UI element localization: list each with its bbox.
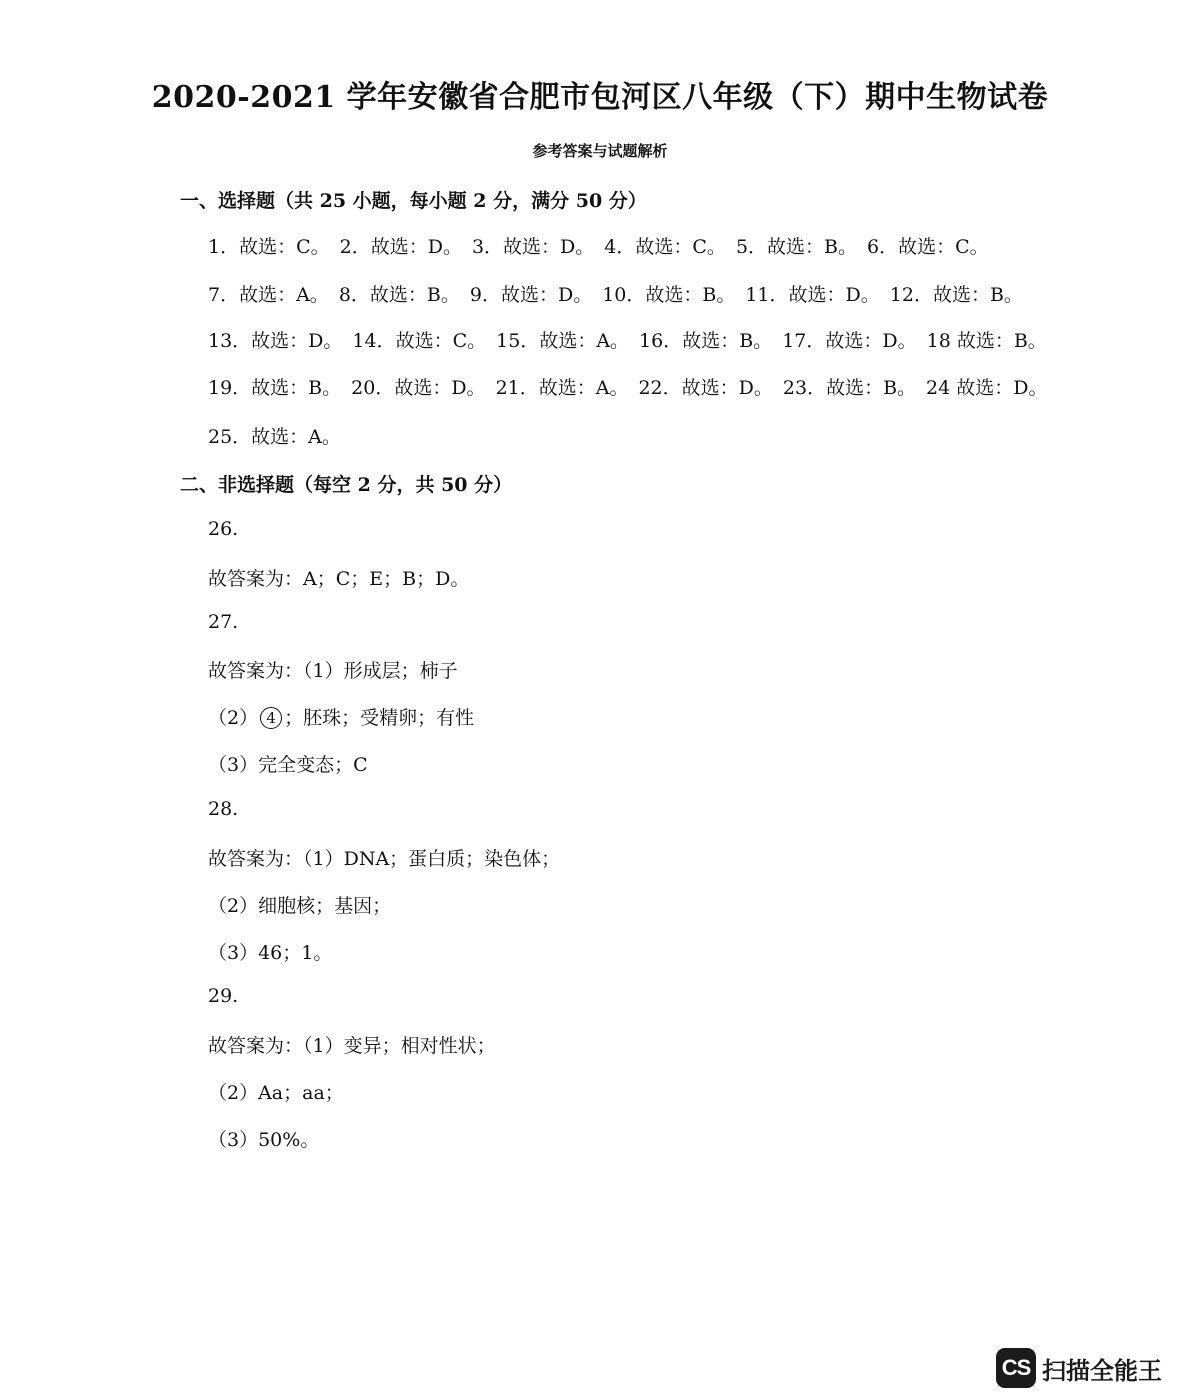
mc-answer-line-4 bbox=[208, 373, 1057, 400]
mc-answer-line-2 bbox=[208, 280, 1033, 307]
page-title: 2020-2021 学年安徽省合肥市包河区八年级（下）期中生物试卷 bbox=[151, 80, 1049, 115]
question-27-answer-3: （3）完全变态；C bbox=[208, 754, 368, 776]
mc-answer: 8．故选：B。 bbox=[338, 284, 460, 306]
camscanner-logo-icon: CS bbox=[996, 1348, 1036, 1388]
section-1-heading: 一、选择题（共 25 小题，每小题 2 分，满分 50 分） bbox=[180, 190, 647, 212]
mc-answer: 16．故选：B。 bbox=[639, 330, 773, 352]
mc-answer: 21．故选：A。 bbox=[495, 377, 629, 399]
camscanner-text: 扫描全能王 bbox=[1042, 1356, 1162, 1385]
mc-answer: 6．故选：C。 bbox=[867, 236, 989, 258]
mc-answer: 20．故选：D。 bbox=[351, 377, 486, 399]
mc-answer-line-1 bbox=[208, 232, 999, 259]
question-29-answer-3: （3）50%。 bbox=[208, 1129, 320, 1151]
mc-answer: 12．故选：B。 bbox=[889, 284, 1023, 306]
mc-answer: 2．故选：D。 bbox=[339, 236, 462, 258]
section-2-heading: 二、非选择题（每空 2 分，共 50 分） bbox=[180, 474, 513, 496]
question-29-number: 29. bbox=[208, 985, 239, 1007]
mc-answer: 24 故选：D。 bbox=[926, 377, 1048, 399]
answer-prefix: （2） bbox=[208, 707, 259, 729]
question-28-answer-1: 故答案为：（1）DNA；蛋白质；染色体； bbox=[208, 848, 561, 870]
question-28-answer-3: （3）46；1。 bbox=[208, 942, 333, 964]
question-26-number: 26. bbox=[208, 518, 239, 540]
mc-answer: 17．故选：D。 bbox=[782, 330, 917, 352]
mc-answer: 25．故选：A。 bbox=[208, 426, 341, 448]
question-27-answer-2 bbox=[208, 703, 474, 730]
mc-answer: 11．故选：D。 bbox=[745, 284, 880, 306]
question-26-answer: 故答案为：A；C；E；B；D。 bbox=[208, 568, 470, 590]
mc-answer-line-3 bbox=[208, 326, 1057, 353]
mc-answer: 3．故选：D。 bbox=[471, 236, 595, 258]
mc-answer: 14．故选：C。 bbox=[352, 330, 487, 352]
question-29-answer-2: （2）Aa；aa； bbox=[208, 1082, 344, 1104]
mc-answer: 22．故选：D。 bbox=[638, 377, 773, 399]
mc-answer: 18 故选：B。 bbox=[926, 330, 1047, 352]
circled-number: 4 bbox=[260, 707, 282, 729]
mc-answer: 9．故选：D。 bbox=[469, 284, 593, 306]
mc-answer-line-5 bbox=[208, 422, 351, 449]
question-27-answer-1: 故答案为：（1）形成层；柿子 bbox=[208, 660, 458, 682]
page-subtitle: 参考答案与试题解析 bbox=[532, 142, 668, 160]
question-27-number: 27. bbox=[208, 611, 239, 633]
mc-answer: 13．故选：D。 bbox=[208, 330, 343, 352]
mc-answer: 1．故选：C。 bbox=[208, 236, 330, 258]
mc-answer: 23．故选：B。 bbox=[782, 377, 917, 399]
mc-answer: 10．故选：B。 bbox=[602, 284, 736, 306]
mc-answer: 5．故选：B。 bbox=[735, 236, 857, 258]
question-28-answer-2: （2）细胞核；基因； bbox=[208, 895, 392, 917]
question-28-number: 28. bbox=[208, 798, 239, 820]
answer-text: ；胚珠；受精卵；有性 bbox=[284, 707, 475, 729]
mc-answer: 4．故选：C。 bbox=[604, 236, 726, 258]
question-29-answer-1: 故答案为：（1）变异；相对性状； bbox=[208, 1035, 496, 1057]
mc-answer: 15．故选：A。 bbox=[496, 330, 630, 352]
mc-answer: 19．故选：B。 bbox=[208, 377, 342, 399]
camscanner-watermark bbox=[996, 1348, 1162, 1388]
mc-answer: 7．故选：A。 bbox=[208, 284, 329, 306]
